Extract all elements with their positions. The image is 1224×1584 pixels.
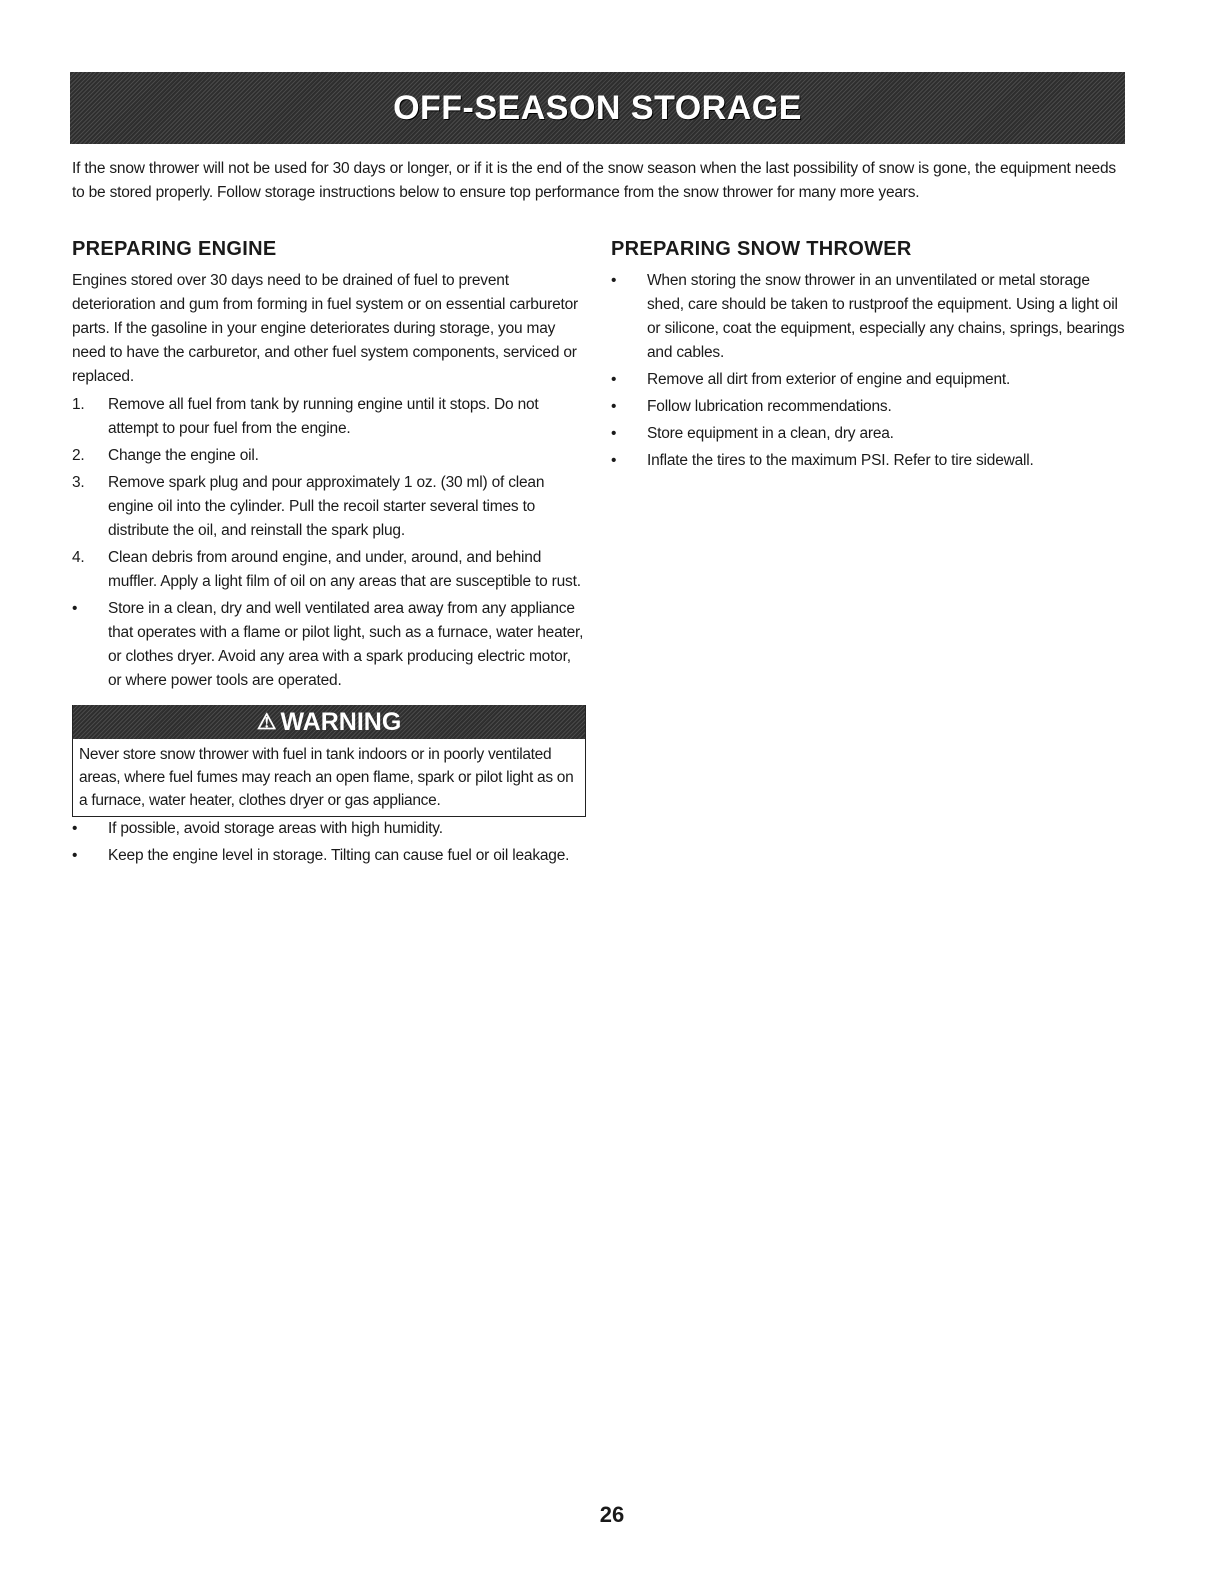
warning-box: [72, 705, 586, 817]
warning-header: [73, 705, 585, 739]
list-item: [72, 844, 584, 868]
list-item: [72, 393, 584, 441]
list-item-text: When storing the snow thrower in an unventilated or metal storage shed, care should be taken to rustproof the equipment. Using a light oil or silicone, coat the equipment, especially any chains, springs, bearings and cables.: [647, 272, 1125, 361]
list-marker: •: [611, 425, 617, 442]
list-item-text: Inflate the tires to the maximum PSI. Refer to tire sidewall.: [647, 452, 1034, 469]
list-item: [611, 449, 1126, 473]
list-item: [611, 395, 1126, 419]
list-marker: •: [72, 600, 78, 617]
list-item-text: Remove all dirt from exterior of engine and equipment.: [647, 371, 1011, 388]
list-item-text: Keep the engine level in storage. Tilting can cause fuel or oil leakage.: [108, 847, 570, 864]
list-item-text: Remove all fuel from tank by running engine until it stops. Do not attempt to pour fuel from the engine.: [108, 396, 539, 437]
list-marker: •: [611, 272, 617, 289]
preparing-snow-thrower-section: [611, 238, 1126, 476]
page-title: OFF-SEASON STORAGE: [393, 88, 802, 127]
title-banner: [70, 72, 1125, 144]
list-marker: •: [611, 452, 617, 469]
list-marker: 3.: [72, 474, 85, 491]
list-marker: •: [72, 820, 78, 837]
preparing-engine-section: [72, 238, 584, 871]
list-marker: •: [72, 847, 78, 864]
list-item: [72, 597, 584, 693]
list-marker: 4.: [72, 549, 85, 566]
engine-more-list: [72, 817, 584, 868]
list-marker: 2.: [72, 447, 85, 464]
warning-triangle-icon: ⚠: [256, 709, 277, 734]
list-item: [611, 422, 1126, 446]
list-item: [611, 368, 1126, 392]
list-marker: •: [611, 398, 617, 415]
intro-paragraph: If the snow thrower will not be used for 30 days or longer, or if it is the end of the snow season when the last possibility of snow is gone, the equipment needs to be stored properly. Follow storage instructions below to ensure top performance from the snow thrower for many more years.: [72, 160, 1116, 201]
preparing-snow-thrower-heading: PREPARING SNOW THROWER: [611, 238, 912, 260]
page-number: 26: [599, 1502, 625, 1527]
list-item-text: Remove spark plug and pour approximately 1 oz. (30 ml) of clean engine oil into the cylinder. Pull the recoil starter several times to distribute the oil, and reinstall the spark plug.: [108, 474, 545, 539]
list-item: [611, 269, 1126, 365]
list-item: [72, 444, 584, 468]
list-marker: •: [611, 371, 617, 388]
list-marker: 1.: [72, 396, 85, 413]
preparing-engine-text: Engines stored over 30 days need to be drained of fuel to prevent deterioration and gum from forming in fuel system or on essential carburetor parts. If the gasoline in your engine deteriorates during storage, you may need to have the carburetor, and other fuel system components, serviced or replaced.: [72, 272, 579, 385]
list-item-text: If possible, avoid storage areas with high humidity.: [108, 820, 443, 837]
list-item-text: Store in a clean, dry and well ventilated area away from any appliance that operates with a flame or pilot light, such as a furnace, water heater, or clothes dryer. Avoid any area with a spark producing electric motor, or where power tools are operated.: [108, 600, 584, 689]
list-item: [72, 471, 584, 543]
snow-thrower-list: [611, 269, 1126, 473]
preparing-engine-heading: PREPARING ENGINE: [72, 238, 277, 260]
warning-title: WARNING: [280, 707, 402, 736]
list-item-text: Clean debris from around engine, and under, around, and behind muffler. Apply a light film of oil on any areas that are susceptible to rust.: [108, 549, 581, 590]
list-item-text: Store equipment in a clean, dry area.: [647, 425, 894, 442]
list-item: [72, 817, 584, 841]
list-item-text: Change the engine oil.: [108, 447, 259, 464]
warning-text: Never store snow thrower with fuel in tank indoors or in poorly ventilated areas, where fuel fumes may reach an open flame, spark or pilot light as on a furnace, water heater, clothes dryer or gas appliance.: [79, 746, 574, 809]
list-item-text: Follow lubrication recommendations.: [647, 398, 892, 415]
list-item: [72, 546, 584, 594]
engine-steps-list: [72, 393, 584, 693]
